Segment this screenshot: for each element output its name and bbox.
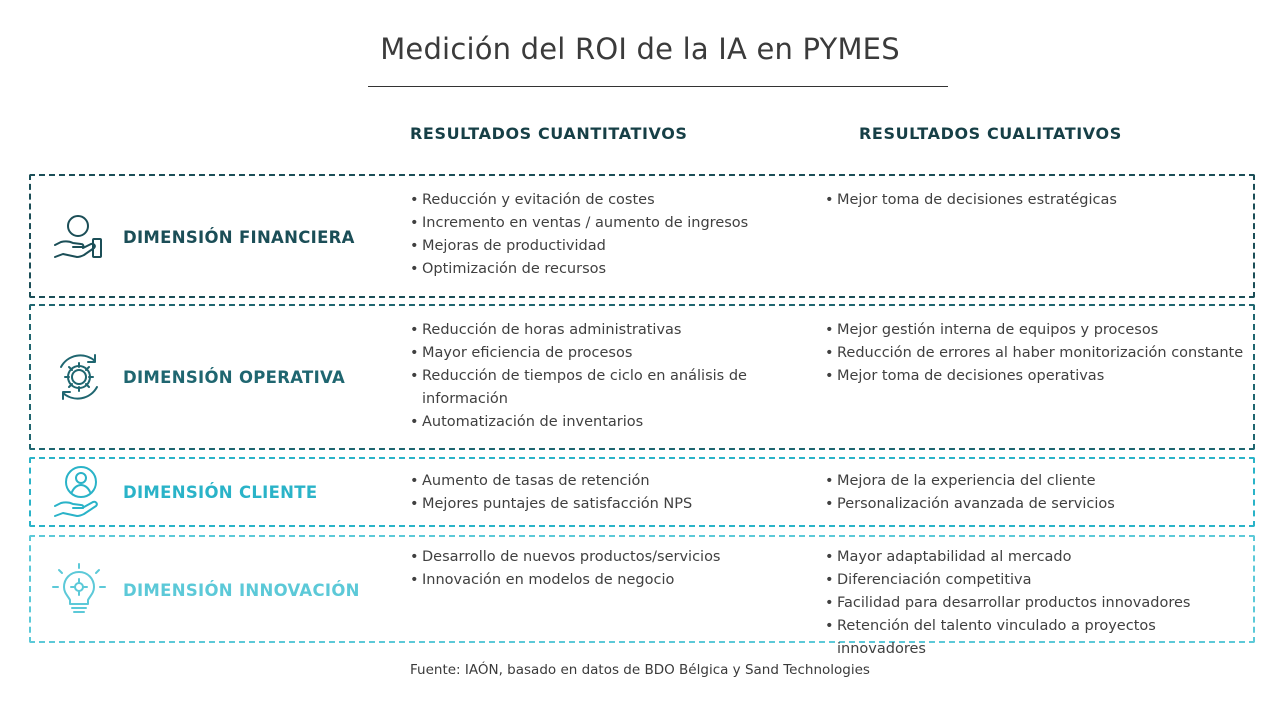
qualitative-list <box>825 470 1245 516</box>
list-item: • Retención del talento vinculado a proyectos innovadores <box>825 615 1245 661</box>
source-note: Fuente: IAÓN, basado en datos de BDO Bélgica y Sand Technologies <box>410 662 870 678</box>
gear-cycle-icon <box>51 349 107 405</box>
row-innovacion <box>29 535 1255 657</box>
row-operativa <box>29 304 1255 450</box>
column-header-qualitative: RESULTADOS CUALITATIVOS <box>859 124 1122 143</box>
column-header-quantitative: RESULTADOS CUANTITATIVOS <box>410 124 688 143</box>
title-underline <box>368 86 948 87</box>
list-item: • Mejores puntajes de satisfacción NPS <box>410 493 760 516</box>
list-item: • Diferenciación competitiva <box>825 569 1245 592</box>
list-item: • Automatización de inventarios <box>410 411 760 434</box>
quantitative-list <box>410 546 760 592</box>
dimension-label: DIMENSIÓN INNOVACIÓN <box>123 580 360 600</box>
qualitative-list <box>825 189 1245 212</box>
list-item: • Reducción y evitación de costes <box>410 189 760 212</box>
dimension-label: DIMENSIÓN FINANCIERA <box>123 227 355 247</box>
list-item: • Personalización avanzada de servicios <box>825 493 1245 516</box>
row-financiera <box>29 174 1255 298</box>
list-item: • Mejor gestión interna de equipos y procesos <box>825 319 1245 342</box>
list-item: • Mayor eficiencia de procesos <box>410 342 760 365</box>
list-item: • Innovación en modelos de negocio <box>410 569 760 592</box>
dimension-label: DIMENSIÓN OPERATIVA <box>123 367 346 387</box>
page-title: Medición del ROI de la IA en PYMES <box>380 32 900 66</box>
qualitative-list <box>825 546 1245 661</box>
hand-person-icon <box>51 464 107 520</box>
list-item: • Reducción de horas administrativas <box>410 319 760 342</box>
quantitative-list <box>410 319 760 434</box>
list-item: • Mejora de la experiencia del cliente <box>825 470 1245 493</box>
list-item: • Reducción de tiempos de ciclo en análisis de información <box>410 365 760 411</box>
qualitative-list <box>825 319 1245 388</box>
list-item: • Desarrollo de nuevos productos/servicios <box>410 546 760 569</box>
list-item: • Mejor toma de decisiones operativas <box>825 365 1245 388</box>
list-item: • Incremento en ventas / aumento de ingresos <box>410 212 760 235</box>
list-item: • Optimización de recursos <box>410 258 760 281</box>
dimension-operativa <box>51 349 345 405</box>
list-item: • Facilidad para desarrollar productos innovadores <box>825 592 1245 615</box>
list-item: • Reducción de errores al haber monitorización constante <box>825 342 1245 365</box>
quantitative-list <box>410 470 760 516</box>
row-cliente <box>29 457 1255 527</box>
dimension-financiera <box>51 209 355 265</box>
dimension-cliente <box>51 464 317 520</box>
quantitative-list <box>410 189 760 281</box>
list-item: • Mejor toma de decisiones estratégicas <box>825 189 1245 212</box>
dimension-label: DIMENSIÓN CLIENTE <box>123 482 318 502</box>
lightbulb-gear-icon <box>51 562 107 618</box>
list-item: • Mejoras de productividad <box>410 235 760 258</box>
dimension-innovacion <box>51 562 360 618</box>
hand-money-icon <box>51 209 107 265</box>
list-item: • Aumento de tasas de retención <box>410 470 760 493</box>
list-item: • Mayor adaptabilidad al mercado <box>825 546 1245 569</box>
